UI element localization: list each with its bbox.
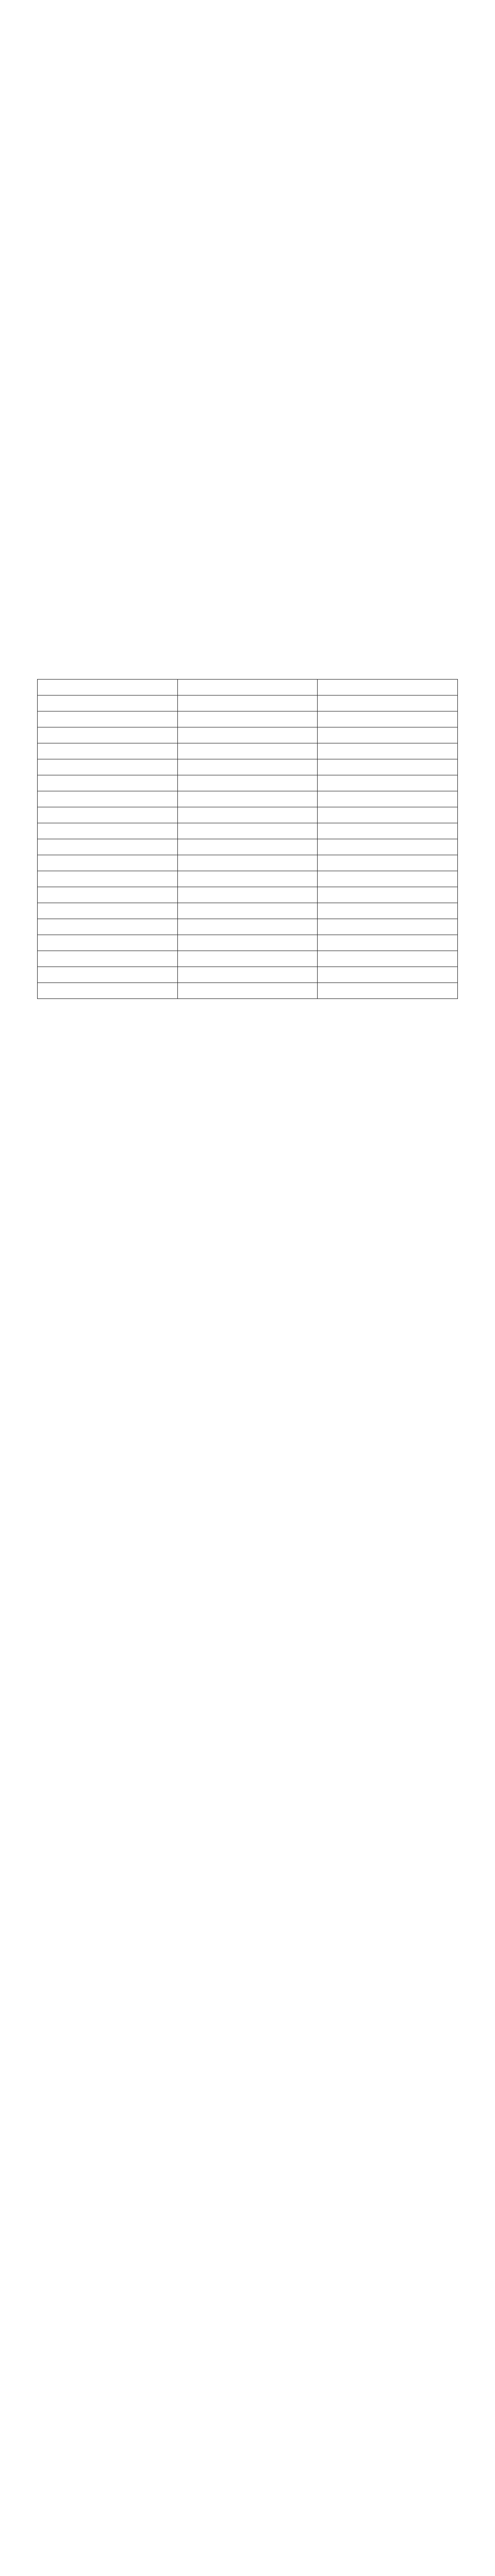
table-cell	[38, 791, 178, 807]
question-heading	[37, 1409, 458, 1432]
answer-paragraph	[37, 205, 458, 273]
table-cell	[318, 743, 458, 759]
table-cell	[318, 887, 458, 903]
table-cell	[318, 983, 458, 999]
table-cell	[318, 727, 458, 743]
table-cell	[318, 775, 458, 791]
table-cell	[38, 935, 178, 951]
table-cell	[38, 903, 178, 919]
question-heading	[37, 1109, 458, 1132]
table-cell	[38, 951, 178, 967]
table-cell	[177, 887, 318, 903]
qa-list	[37, 179, 458, 1703]
table-cell	[38, 871, 178, 887]
question-heading	[37, 579, 458, 602]
table-row	[38, 775, 458, 791]
table-cell	[177, 727, 318, 743]
table-cell	[318, 791, 458, 807]
answer-paragraph	[37, 405, 458, 473]
table-cell	[318, 919, 458, 935]
table-cell	[38, 759, 178, 775]
table-cell	[38, 743, 178, 759]
answer-paragraph	[37, 1335, 458, 1403]
attachment-label	[37, 21, 458, 37]
table-cell	[177, 871, 318, 887]
table-cell	[177, 919, 318, 935]
table-row	[38, 935, 458, 951]
table-cell	[318, 711, 458, 727]
answer-paragraph	[37, 1535, 458, 1603]
table-cell	[318, 951, 458, 967]
table-cell	[177, 967, 318, 983]
answer-paragraph	[37, 605, 458, 673]
table-cell	[318, 967, 458, 983]
table-row	[38, 839, 458, 855]
table-row	[38, 727, 458, 743]
table-cell	[38, 855, 178, 871]
answer-paragraph	[37, 1235, 458, 1303]
table-cell	[318, 935, 458, 951]
table-cell	[38, 823, 178, 839]
table-cell	[318, 759, 458, 775]
page-footer-space	[37, 1709, 458, 1730]
table-row	[38, 967, 458, 983]
table-row	[38, 983, 458, 999]
question-heading	[37, 1209, 458, 1232]
table-cell	[177, 775, 318, 791]
table-header-cell	[38, 680, 178, 696]
table-cell	[38, 711, 178, 727]
table-cell	[177, 855, 318, 871]
answer-paragraph	[37, 1135, 458, 1203]
table-cell	[38, 775, 178, 791]
table-row	[38, 711, 458, 727]
table-row	[38, 919, 458, 935]
table-row	[38, 759, 458, 775]
table-cell	[318, 855, 458, 871]
table-cell	[177, 743, 318, 759]
question-heading	[37, 1309, 458, 1332]
question-heading	[37, 379, 458, 402]
table-cell	[38, 807, 178, 823]
table-header-cell	[177, 680, 318, 696]
table-cell	[177, 903, 318, 919]
table-row	[38, 903, 458, 919]
table-cell	[38, 967, 178, 983]
table-cell	[177, 839, 318, 855]
question-heading	[37, 1609, 458, 1632]
answer-paragraph	[37, 1035, 458, 1103]
table-header-row	[38, 680, 458, 696]
table-cell	[177, 983, 318, 999]
table-row	[38, 743, 458, 759]
table-cell	[38, 727, 178, 743]
table-row	[38, 951, 458, 967]
table-row	[38, 855, 458, 871]
table-cell	[38, 887, 178, 903]
table-cell	[38, 919, 178, 935]
question-heading	[37, 1509, 458, 1532]
table-cell	[318, 903, 458, 919]
table-row	[38, 871, 458, 887]
phone-table	[37, 679, 458, 999]
intro-paragraph	[37, 105, 458, 173]
table-cell	[177, 951, 318, 967]
question-heading	[37, 279, 458, 302]
table-cell	[177, 935, 318, 951]
table-cell	[177, 696, 318, 711]
table-row	[38, 823, 458, 839]
table-cell	[318, 696, 458, 711]
table-row	[38, 696, 458, 711]
table-cell	[318, 839, 458, 855]
question-heading	[37, 1009, 458, 1032]
table-row	[38, 807, 458, 823]
table-cell	[318, 871, 458, 887]
question-heading	[37, 179, 458, 202]
table-cell	[318, 807, 458, 823]
table-cell	[177, 791, 318, 807]
table-cell	[177, 759, 318, 775]
answer-paragraph	[37, 1435, 458, 1503]
table-cell	[38, 839, 178, 855]
table-header-cell	[318, 680, 458, 696]
table-cell	[177, 711, 318, 727]
table-cell	[318, 823, 458, 839]
answer-paragraph	[37, 305, 458, 373]
page-subtitle	[37, 68, 458, 91]
page-title	[37, 45, 458, 68]
table-row	[38, 791, 458, 807]
table-cell	[38, 696, 178, 711]
table-row	[38, 887, 458, 903]
table-cell	[38, 983, 178, 999]
table-cell	[177, 823, 318, 839]
answer-paragraph	[37, 505, 458, 573]
question-heading	[37, 479, 458, 502]
table-cell	[177, 807, 318, 823]
answer-paragraph	[37, 1635, 458, 1703]
